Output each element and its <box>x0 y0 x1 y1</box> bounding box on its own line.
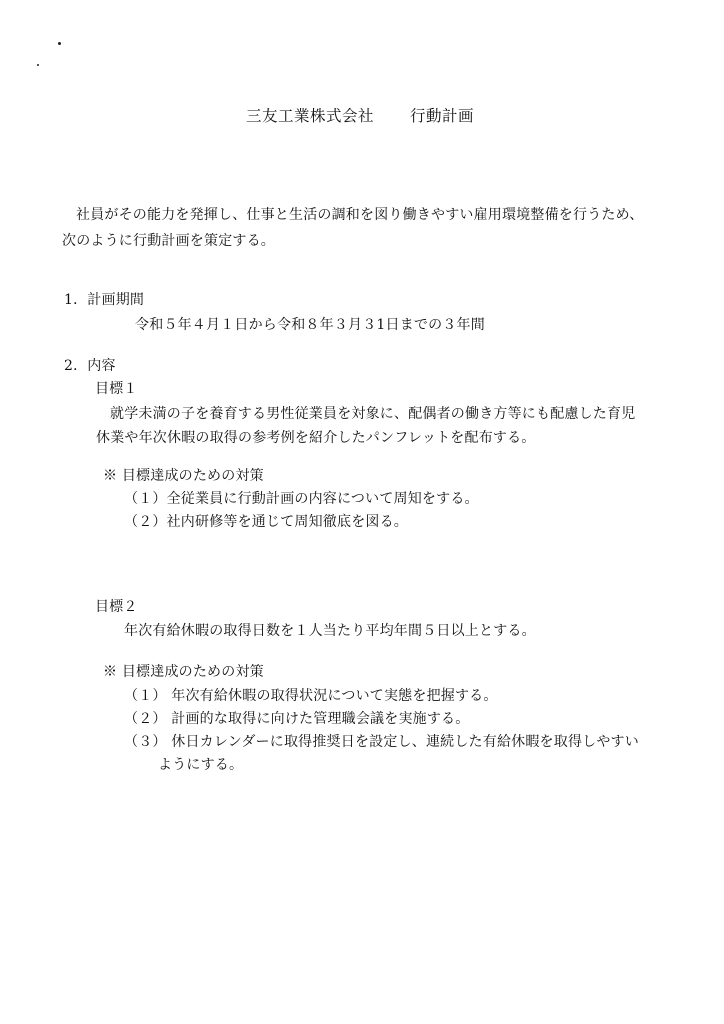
section2-heading: 2．内容 <box>64 358 116 374</box>
goal2-text-line-1: 年次有給休暇の取得日数を１人当たり平均年間５日以上とする。 <box>124 623 536 639</box>
goal2-measures-heading: ※ 目標達成のための対策 <box>103 664 264 680</box>
goal1-text-line-2: 休業や年次休暇の取得の参考例を紹介したパンフレットを配布する。 <box>96 430 536 446</box>
section1-heading: 1．計画期間 <box>64 292 145 308</box>
goal2-measure-1: （１） 年次有給休暇の取得状況について実態を把握する。 <box>124 688 498 704</box>
goal2-measure-3: （３） 休日カレンダーに取得推奨日を設定し、連続した有給休暇を取得しやすい <box>124 734 639 750</box>
intro-line-2: 次のように行動計画を策定する。 <box>62 233 275 249</box>
goal1-measure-1: （１）全従業員に行動計画の内容について周知をする。 <box>124 491 479 507</box>
goal1-label: 目標１ <box>95 381 138 397</box>
goal1-measures-heading: ※ 目標達成のための対策 <box>103 468 264 484</box>
scan-speck <box>37 64 39 66</box>
goal2-label: 目標２ <box>95 599 138 615</box>
intro-line-1: 社員がその能力を発揮し、仕事と生活の調和を図り働きやすい雇用環境整備を行うため、 <box>76 207 644 223</box>
goal1-text-line-1: 就学未満の子を養育する男性従業員を対象に、配偶者の働き方等にも配慮した育児 <box>110 406 636 422</box>
goal2-measure-3-continued: ようにする。 <box>158 757 244 773</box>
title-company: 三友工業株式会社 <box>246 107 375 125</box>
plan-period: 令和５年４月１日から令和８年３月３1日までの３年間 <box>135 317 485 333</box>
goal2-measure-2: （２） 計画的な取得に向けた管理職会議を実施する。 <box>124 711 470 727</box>
document-title <box>246 106 474 126</box>
goal1-measure-2: （２）社内研修等を通じて周知徹底を図る。 <box>124 514 408 530</box>
scan-speck <box>58 42 61 45</box>
title-plan: 行動計画 <box>410 107 475 125</box>
